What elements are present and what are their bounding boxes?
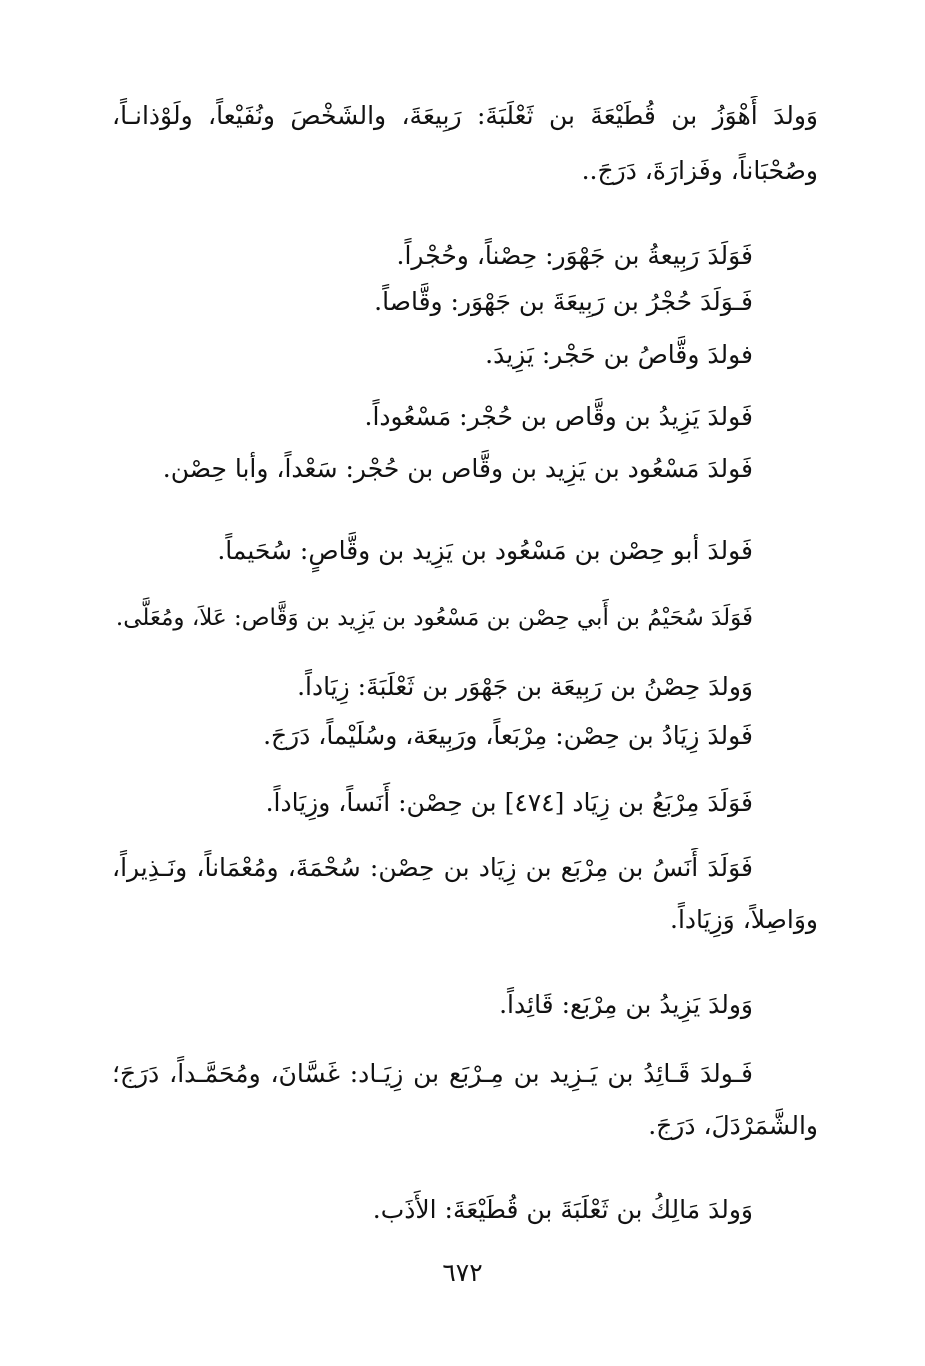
text-line: فَـولدَ قَـائِدُ بن يَـزِيد بن مِـرْبَع بن زِيَـاد: غَسَّانَ، ومُحَمَّـداً، دَرَجَ؛: [112, 1059, 753, 1088]
text-line: فَولدَ يَزِيدُ بن وقَّاص بن حُجْر: مَسْعُوداً.: [364, 402, 753, 431]
text-line: ووَاصِلاً، وَزِيَاداً.: [670, 905, 818, 934]
text-line: فَولدَ مَسْعُود بن يَزِيد بن وقَّاص بن حُجْر: سَعْداً، وأبا حِصْن.: [162, 454, 753, 483]
text-line: وَولدَ حِصْنُ بن رَبِيعَة بن جَهْوَر بن ثَعْلَبَةَ: زِيَاداً.: [297, 672, 753, 701]
text-line: فَولدَ أبو حِصْن بن مَسْعُود بن يَزِيد بن وقَّاصٍ: سُحَيماً.: [217, 536, 753, 565]
text-line: وصُحْبَاناً، وفَزارَةَ، دَرَجَ..: [581, 156, 818, 185]
text-line: فَولدَ زِيَادُ بن حِصْن: مِرْبَعاً، ورَبِيعَة، وسُلَيْماً، دَرَجَ.: [263, 721, 753, 750]
text-line: فَـوَلَدَ حُجْرُ بن رَبِيعَةَ بن جَهْوَر: وقَّاصاً.: [374, 287, 753, 316]
text-line: فَوَلَدَ مِرْبَعُ بن زِيَاد [٤٧٤] بن حِصْن: أَنَساً، وزِيَاداً.: [265, 788, 753, 817]
text-line: فَوَلَدَ سُحَيْمُ بن أَبي حِصْن بن مَسْعُود بن يَزِيد بن وَقَّاص: عَلاَ، ومُعَلَّى.: [115, 605, 753, 631]
text-line: والشَّمَرْدَلَ، دَرَجَ.: [648, 1111, 818, 1140]
page-number: ٦٧٢: [442, 1258, 483, 1287]
text-line: فَوَلَدَ أَنَسُ بن مِرْبَع بن زِيَاد بن حِصْن: سُحْمَةَ، ومُعْمَاناً، ونَـذِيراً،: [112, 853, 753, 882]
text-line: وَولدَ يَزِيدُ بن مِرْبَع: قَائِداً.: [499, 990, 753, 1019]
text-line: فولدَ وقَّاصُ بن حَجْر: يَزِيدَ.: [485, 340, 753, 369]
text-line: فَوَلَدَ رَبِيعةُ بن جَهْوَر: حِصْناً، وحُجْراً.: [396, 241, 753, 270]
text-line: وَولدَ مَالِكُ بن ثَعْلَبَةَ بن قُطَيْعَةَ: الأَذَب.: [372, 1195, 753, 1224]
text-line: وَولدَ أَهْوَزُ بن قُطَيْعَةَ بن ثَعْلَبَةَ: رَبِيعَةَ، والشَخْصَ ونُفَيْعاً، ولَوْذانـاً،: [112, 101, 818, 130]
